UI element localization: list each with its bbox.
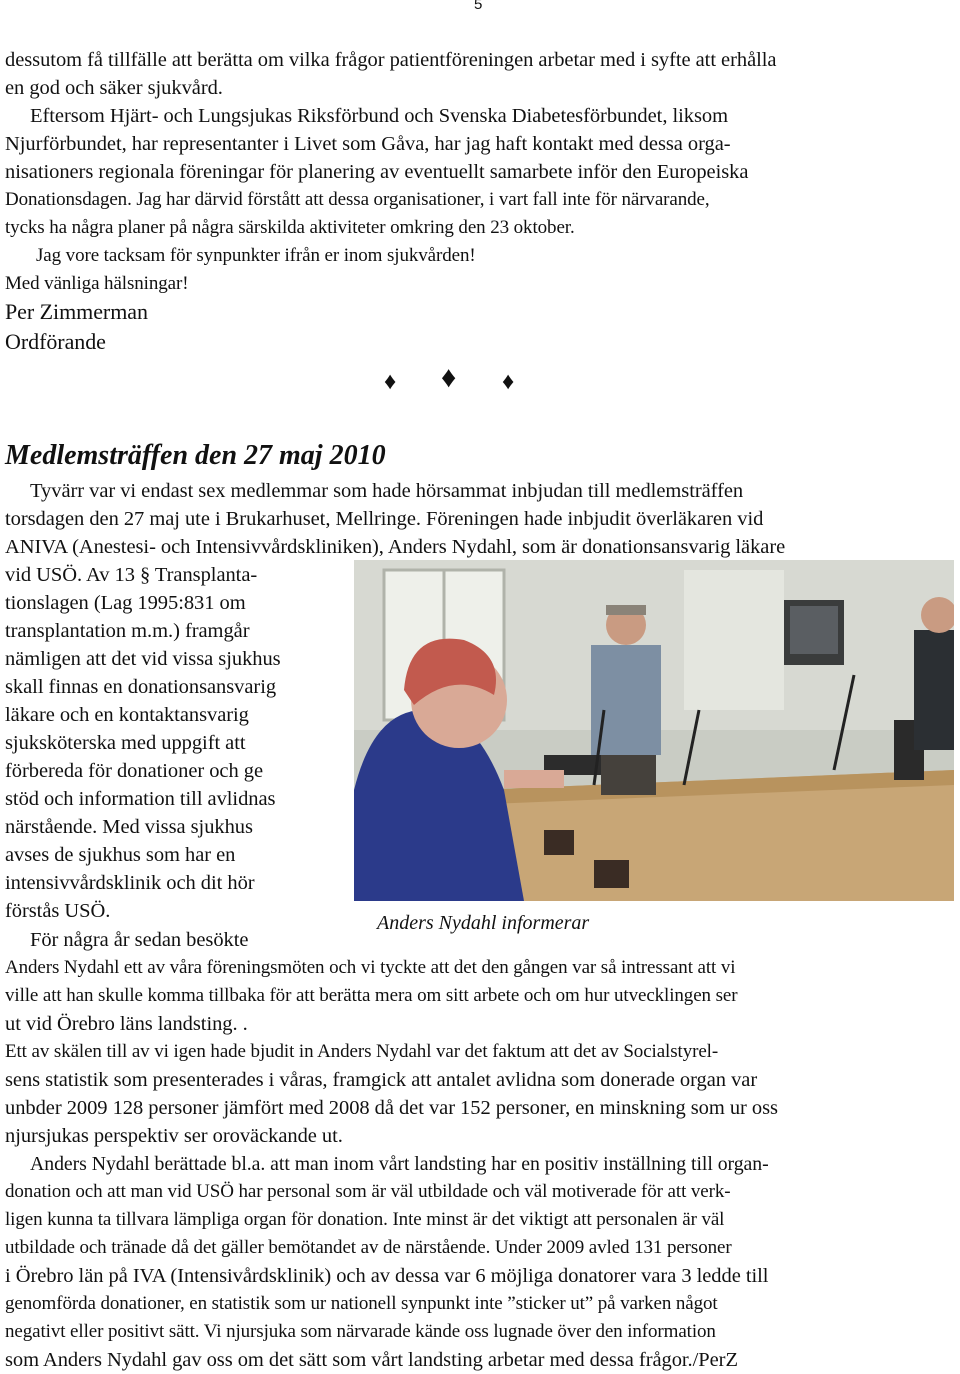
article-line: läkare och en kontaktansvarig <box>5 704 249 726</box>
signature-name: Per Zimmerman <box>5 299 148 324</box>
intro-line: Njurförbundet, har representanter i Livet som Gåva, har jag haft kontakt med dessa orga- <box>5 133 731 155</box>
article-line: njursjukas perspektiv ser oroväckande ut. <box>5 1125 343 1147</box>
article-line: intensivvårdsklinik och dit hör <box>5 872 255 894</box>
intro-line: Med vänliga hälsningar! <box>5 273 189 294</box>
intro-line: Eftersom Hjärt- och Lungsjukas Riksförbund och Svenska Diabetesförbundet, liksom <box>30 105 728 127</box>
article-line: sjuksköterska med uppgift att <box>5 732 246 754</box>
article-line: stöd och information till avlidnas <box>5 788 276 810</box>
article-line: ville att han skulle komma tillbaka för att berätta mera om sitt arbete och om hur utvecklingen ser <box>5 985 738 1006</box>
article-line: tionslagen (Lag 1995:831 om <box>5 592 246 614</box>
article-line: förbereda för donationer och ge <box>5 760 263 782</box>
article-line: sens statistik som presenterades i våras, framgick att antalet avlidna som donerade organ var <box>5 1069 758 1091</box>
article-line: närstående. Med vissa sjukhus <box>5 816 253 838</box>
article-line: donation och att man vid USÖ har personal som är väl utbildade och väl motiverade för att verk- <box>5 1181 731 1202</box>
meeting-photo <box>354 560 954 901</box>
intro-line: tycks ha några planer på några särskilda aktiviteter omkring den 23 oktober. <box>5 217 575 238</box>
article-line: vid USÖ. Av 13 § Transplanta- <box>5 564 258 586</box>
diamond-ornament-icon: ♦ <box>441 361 457 394</box>
article-line: Ett av skälen till av vi igen hade bjudit in Anders Nydahl var det faktum att det av Socialstyrel- <box>5 1041 719 1062</box>
article-line: unbder 2009 128 personer jämfört med 2008 då det var 152 personer, en minskning som ur oss <box>5 1097 778 1119</box>
article-line: negativt eller positivt sätt. Vi njursjuka som närvarade kände oss lugnade över den information <box>5 1321 716 1342</box>
article-line: avses de sjukhus som har en <box>5 844 236 866</box>
intro-line: Jag vore tacksam för synpunkter ifrån er inom sjukvården! <box>36 245 476 266</box>
article-line: Tyvärr var vi endast sex medlemmar som hade hörsammat inbjudan till medlemsträffen <box>30 480 744 502</box>
article-heading: Medlemsträffen den 27 maj 2010 <box>5 440 386 471</box>
signature-title: Ordförande <box>5 329 106 354</box>
intro-line: nisationers regionala föreningar för planering av eventuellt samarbete inför den Europeiska <box>5 161 749 183</box>
photo-caption: Anders Nydahl informerar <box>377 912 590 934</box>
article-line: förstås USÖ. <box>5 900 111 922</box>
article-line: transplantation m.m.) framgår <box>5 620 250 642</box>
article-line: genomförda donationer, en statistik som ur nationell synpunkt inte ”sticker ut” på varken något <box>5 1293 718 1314</box>
article-line: i Örebro län på IVA (Intensivårdsklinik) och av dessa var 6 möjliga donatorer vara 3 ledde till <box>5 1265 769 1287</box>
article-line: ANIVA (Anestesi- och Intensivvårdskliniken), Anders Nydahl, som är donationsansvarig läkare <box>5 536 786 558</box>
page-number: 5 <box>474 0 483 13</box>
article-line: ut vid Örebro läns landsting. . <box>5 1013 248 1035</box>
article-line: För några år sedan besökte <box>30 929 249 951</box>
diamond-ornament-icon: ♦ <box>384 369 397 395</box>
article-line: Anders Nydahl ett av våra föreningsmöten och vi tyckte att det den gången var så intressant att vi <box>5 957 736 978</box>
intro-line: en god och säker sjukvård. <box>5 77 223 99</box>
intro-line: dessutom få tillfälle att berätta om vilka frågor patientföreningen arbetar med i syfte att erhålla <box>5 49 777 71</box>
article-line: torsdagen den 27 maj ute i Brukarhuset, Mellringe. Föreningen hade inbjudit överläkaren vid <box>5 508 764 530</box>
intro-line: Donationsdagen. Jag har därvid förstått att dessa organisationer, i vart fall inte för närvarande, <box>5 189 710 210</box>
article-line: utbildade och tränade då det gäller bemötandet av de närstående. Under 2009 avled 131 personer <box>5 1237 732 1258</box>
article-line: ligen kunna ta tillvara lämpliga organ för donation. Inte minst är det viktigt att personalen är väl <box>5 1209 725 1230</box>
article-line: skall finnas en donationsansvarig <box>5 676 277 698</box>
article-line: Anders Nydahl berättade bl.a. att man inom vårt landsting har en positiv inställning till organ- <box>30 1153 769 1175</box>
article-line: nämligen att det vid vissa sjukhus <box>5 648 281 670</box>
diamond-ornament-icon: ♦ <box>502 369 515 395</box>
article-line: som Anders Nydahl gav oss om det sätt som vårt landsting arbetar med dessa frågor./PerZ <box>5 1349 738 1371</box>
